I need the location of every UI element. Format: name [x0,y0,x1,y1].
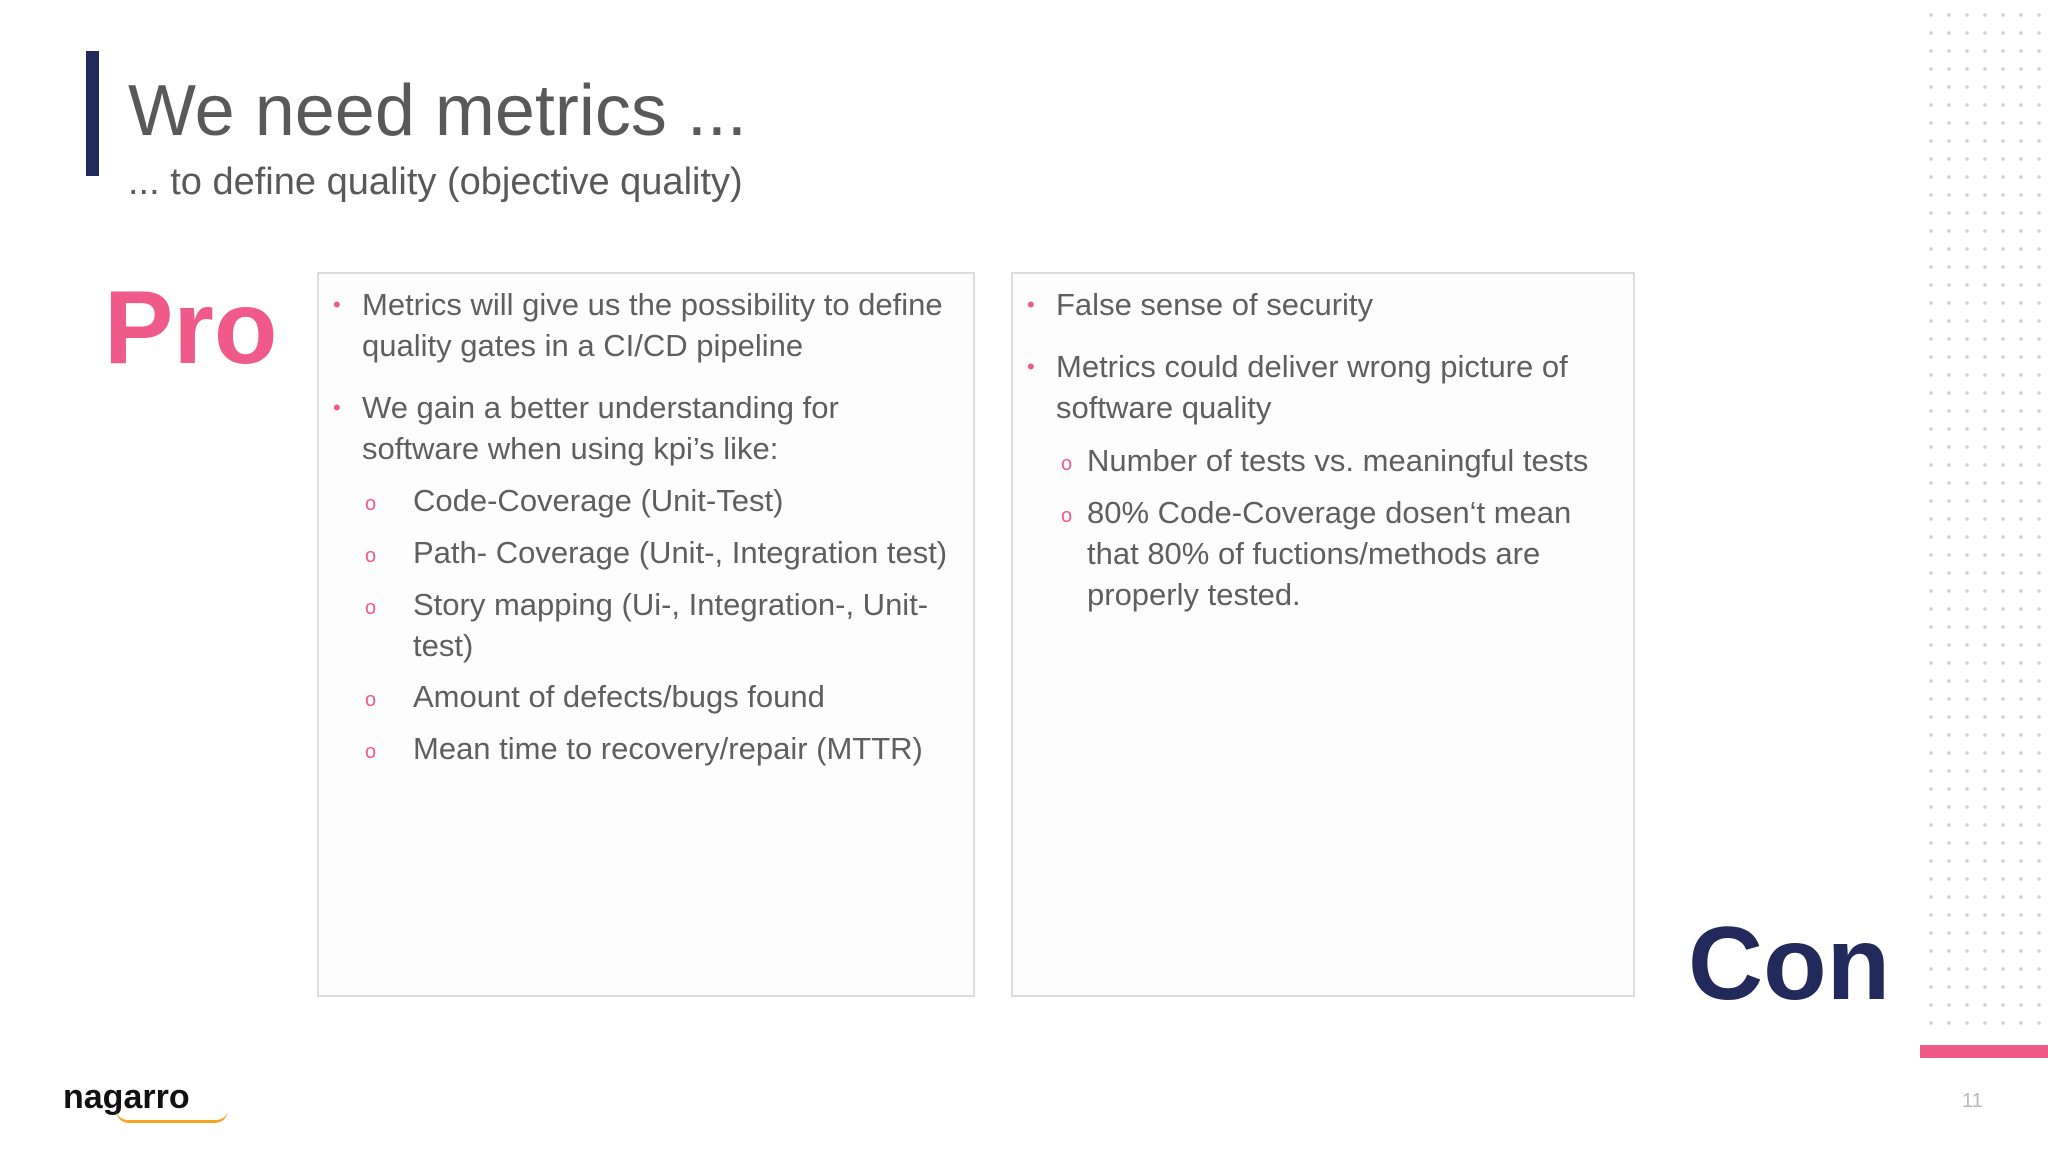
nagarro-logo: nagarro [63,1078,190,1116]
sub-bullet-icon: o [365,741,377,763]
bullet-icon: • [333,292,341,317]
con-item-2-line1: Metrics could deliver wrong picture of [1056,349,1568,384]
con-sub-item-2-line2: that 80% of fuctions/methods are [1087,536,1541,571]
con-sub-item-1-line1: Number of tests vs. meaningful tests [1087,443,1589,478]
pro-sub-item-2 [413,532,963,573]
pro-sub-item-1 [413,480,963,521]
pro-item-2 [362,387,962,469]
slide-subtitle: ... to define quality (objective quality) [128,161,743,203]
con-sub-item-1 [1087,440,1627,481]
logo-swoosh-icon [116,1110,228,1123]
con-item-2 [1056,346,1616,428]
pro-label: Pro [104,270,278,386]
pro-sub-item-3 [413,584,963,666]
pro-sub-item-3-line2: test) [413,628,474,663]
pro-item-1-line2: quality gates in a CI/CD pipeline [362,328,804,363]
pro-box [317,272,975,997]
pro-sub-item-5 [413,728,963,769]
sub-bullet-icon: o [365,493,377,515]
page-number: 11 [1962,1090,1983,1112]
pro-sub-item-1-line1: Code-Coverage (Unit-Test) [413,483,784,518]
title-accent-bar [86,51,99,176]
pink-accent-line [1920,1045,2048,1058]
con-item-1-line1: False sense of security [1056,287,1374,322]
pro-item-1 [362,284,962,366]
pro-sub-item-5-line1: Mean time to recovery/repair (MTTR) [413,731,923,766]
slide-title: We need metrics ... [128,71,747,151]
con-box [1011,272,1635,997]
bullet-icon: • [1027,354,1035,379]
sub-bullet-icon: o [365,545,377,567]
con-item-2-line2: software quality [1056,390,1272,425]
pro-sub-item-3-line1: Story mapping (Ui-, Integration-, Unit- [413,587,929,622]
pro-item-2-line2: software when using kpi’s like: [362,431,779,466]
con-sub-item-2-line3: properly tested. [1087,577,1301,612]
bullet-icon: • [1027,292,1035,317]
con-label: Con [1688,906,1891,1022]
pro-sub-item-4 [413,676,963,717]
con-item-1 [1056,284,1616,325]
pro-sub-item-4-line1: Amount of defects/bugs found [413,679,825,714]
con-sub-item-2 [1087,492,1627,615]
sub-bullet-icon: o [365,597,377,619]
sub-bullet-icon: o [365,689,377,711]
sub-bullet-icon: o [1061,453,1073,475]
bullet-icon: • [333,395,341,420]
pro-item-2-line1: We gain a better understanding for [362,390,839,425]
sub-bullet-icon: o [1061,505,1073,527]
dot-pattern-decoration [1922,0,2048,1030]
con-sub-item-2-line1: 80% Code-Coverage dosen‘t mean [1087,495,1572,530]
pro-item-1-line1: Metrics will give us the possibility to define [362,287,943,322]
pro-sub-item-2-line1: Path- Coverage (Unit-, Integration test) [413,535,948,570]
